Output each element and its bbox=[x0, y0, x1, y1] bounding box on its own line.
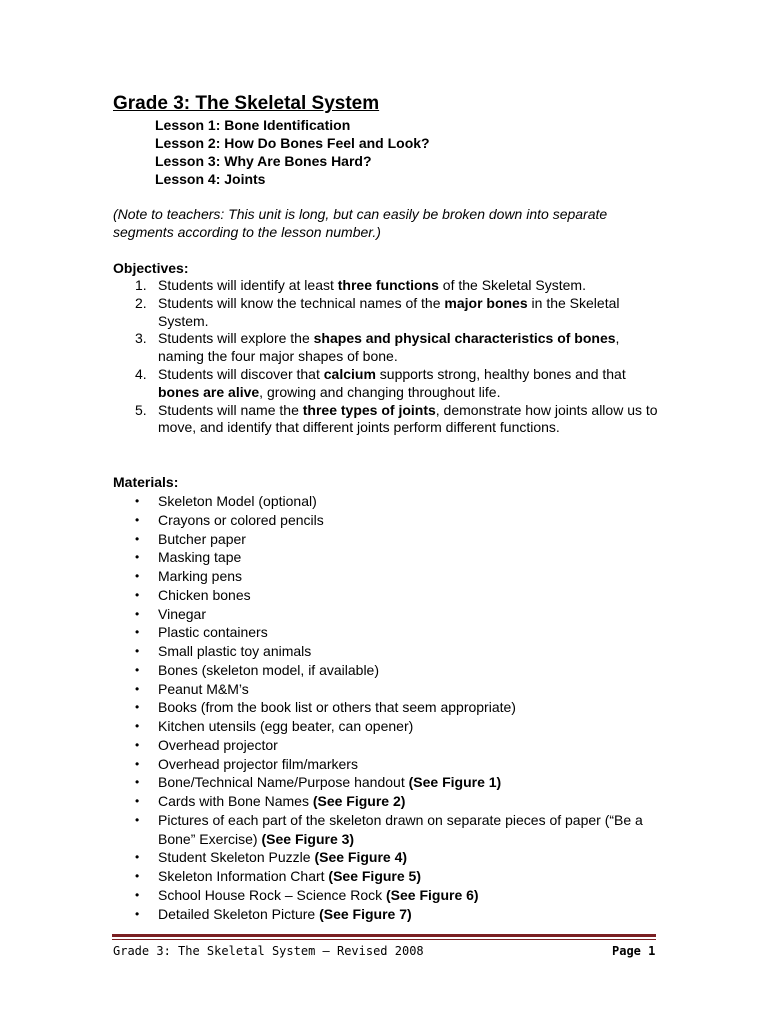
bullet-icon: • bbox=[135, 512, 140, 527]
bullet-icon: • bbox=[135, 756, 140, 771]
figure-reference: (See Figure 4) bbox=[314, 849, 408, 866]
bullet-icon: • bbox=[135, 625, 140, 640]
bullet-icon: • bbox=[135, 869, 140, 883]
objective-item bbox=[113, 402, 658, 438]
material-text: Detailed Skeleton Picture bbox=[158, 905, 320, 922]
objective-emphasis: calcium bbox=[323, 365, 376, 382]
footer-rule-thick bbox=[112, 934, 656, 937]
bullet-icon: • bbox=[135, 531, 140, 546]
objectives-list bbox=[113, 277, 658, 437]
material-text: Overhead projector film/markers bbox=[158, 755, 358, 772]
objective-text: Students will explore the bbox=[158, 330, 314, 347]
objective-text: Students will name the bbox=[158, 401, 303, 418]
footer-title: Grade 3: The Skeletal System – Revised 2008 bbox=[113, 944, 424, 958]
material-text: Bone/Technical Name/Purpose handout bbox=[158, 774, 409, 791]
objective-text: , demonstrate how joints allow us to move, and identify that different joints perform different functions. bbox=[158, 401, 658, 436]
lesson-list bbox=[155, 116, 430, 188]
material-text: Skeleton Model (optional) bbox=[158, 493, 317, 509]
lesson-item: Lesson 4: Joints bbox=[155, 171, 266, 187]
objective-number: 5. bbox=[135, 401, 147, 418]
material-text: Overhead projector bbox=[158, 736, 278, 753]
figure-reference: (See Figure 3) bbox=[261, 830, 355, 847]
objective-number: 1. bbox=[135, 277, 147, 293]
bullet-icon: • bbox=[135, 794, 140, 808]
bullet-icon: • bbox=[135, 550, 140, 565]
material-item bbox=[113, 680, 658, 699]
material-item bbox=[113, 773, 658, 792]
lesson-item: Lesson 2: How Do Bones Feel and Look? bbox=[155, 135, 430, 151]
material-text: Books (from the book list or others that seem appropriate) bbox=[158, 699, 516, 716]
bullet-icon: • bbox=[135, 850, 140, 865]
bullet-icon: • bbox=[135, 906, 140, 921]
objective-text: supports strong, healthy bones and that bbox=[375, 365, 626, 382]
material-item bbox=[113, 736, 658, 755]
material-text: Cards with Bone Names bbox=[158, 793, 313, 809]
material-item bbox=[113, 698, 658, 717]
bullet-icon: • bbox=[135, 606, 140, 621]
footer-rule-thin bbox=[112, 939, 656, 940]
material-item bbox=[113, 511, 658, 530]
bullet-icon: • bbox=[135, 737, 140, 752]
bullet-icon: • bbox=[135, 700, 140, 715]
objective-emphasis: three types of joints bbox=[302, 401, 436, 418]
bullet-icon: • bbox=[135, 812, 140, 827]
objectives-heading: Objectives: bbox=[113, 260, 189, 276]
bullet-icon: • bbox=[135, 662, 140, 677]
material-text: Masking tape bbox=[158, 549, 242, 566]
material-item bbox=[113, 605, 658, 624]
material-text: Peanut M&M’s bbox=[158, 680, 249, 697]
figure-reference: (See Figure 7) bbox=[319, 905, 412, 922]
bullet-icon: • bbox=[135, 569, 140, 583]
bullet-icon: • bbox=[135, 587, 140, 602]
material-item bbox=[113, 886, 658, 905]
material-text: Kitchen utensils (egg beater, can opener) bbox=[158, 718, 414, 734]
material-text: School House Rock – Science Rock bbox=[158, 886, 386, 903]
material-item bbox=[113, 848, 658, 867]
material-text: Chicken bones bbox=[158, 586, 251, 603]
objective-text: , naming the four major shapes of bone. bbox=[158, 330, 620, 365]
material-item bbox=[113, 586, 658, 605]
material-item bbox=[113, 811, 658, 849]
material-item bbox=[113, 492, 658, 511]
figure-reference: (See Figure 1) bbox=[408, 774, 502, 791]
material-text: Crayons or colored pencils bbox=[158, 511, 324, 528]
figure-reference: (See Figure 6) bbox=[386, 886, 479, 903]
objective-item bbox=[113, 330, 658, 366]
objective-item bbox=[113, 366, 658, 402]
bullet-icon: • bbox=[135, 887, 140, 902]
page-title: Grade 3: The Skeletal System bbox=[113, 93, 380, 114]
objective-item bbox=[113, 277, 658, 295]
material-text: Small plastic toy animals bbox=[158, 643, 312, 659]
objective-emphasis: three functions bbox=[337, 277, 439, 293]
figure-reference: (See Figure 5) bbox=[328, 868, 422, 884]
material-text: Pictures of each part of the skeleton drawn on separate pieces of paper (“Be a Bone” Exercise) bbox=[158, 811, 643, 847]
material-item bbox=[113, 661, 658, 680]
objective-text: , growing and changing throughout life. bbox=[259, 383, 501, 400]
material-item bbox=[113, 905, 658, 924]
material-item bbox=[113, 867, 658, 886]
objective-emphasis: bones are alive bbox=[158, 383, 260, 400]
page-number: Page 1 bbox=[612, 944, 656, 958]
objective-number: 4. bbox=[135, 365, 147, 382]
material-item bbox=[113, 755, 658, 774]
material-item bbox=[113, 623, 658, 642]
material-item bbox=[113, 642, 658, 661]
material-item bbox=[113, 530, 658, 549]
material-text: Butcher paper bbox=[158, 530, 246, 547]
objective-text: in the Skeletal System. bbox=[158, 294, 620, 329]
figure-reference: (See Figure 2) bbox=[312, 793, 406, 809]
material-item bbox=[113, 548, 658, 567]
objective-text: Students will identify at least bbox=[158, 277, 338, 293]
material-text: Marking pens bbox=[158, 568, 243, 584]
objective-number: 2. bbox=[135, 294, 147, 311]
objective-text: of the Skeletal System. bbox=[438, 277, 586, 293]
material-text: Vinegar bbox=[158, 605, 207, 622]
objective-emphasis: shapes and physical characteristics of bones bbox=[313, 330, 616, 347]
objective-text: Students will know the technical names of the bbox=[158, 294, 445, 311]
bullet-icon: • bbox=[135, 644, 140, 658]
material-item bbox=[113, 567, 658, 586]
materials-list bbox=[113, 492, 658, 923]
lesson-item: Lesson 1: Bone Identification bbox=[155, 117, 351, 133]
teacher-note: (Note to teachers: This unit is long, but can easily be broken down into separate segments according to the lesson number.) bbox=[113, 206, 608, 240]
objective-text: Students will discover that bbox=[158, 365, 324, 382]
lesson-item: Lesson 3: Why Are Bones Hard? bbox=[155, 153, 372, 169]
material-text: Student Skeleton Puzzle bbox=[158, 849, 315, 866]
materials-heading: Materials: bbox=[113, 474, 179, 490]
objective-number: 3. bbox=[135, 330, 147, 347]
bullet-icon: • bbox=[135, 681, 140, 696]
material-item bbox=[113, 717, 658, 736]
objective-emphasis: major bones bbox=[444, 294, 528, 311]
bullet-icon: • bbox=[135, 775, 140, 790]
bullet-icon: • bbox=[135, 719, 140, 733]
material-text: Plastic containers bbox=[158, 624, 268, 641]
material-text: Bones (skeleton model, if available) bbox=[158, 661, 380, 678]
objective-item bbox=[113, 295, 658, 331]
material-item bbox=[113, 792, 658, 811]
bullet-icon: • bbox=[135, 494, 140, 508]
material-text: Skeleton Information Chart bbox=[158, 868, 329, 884]
